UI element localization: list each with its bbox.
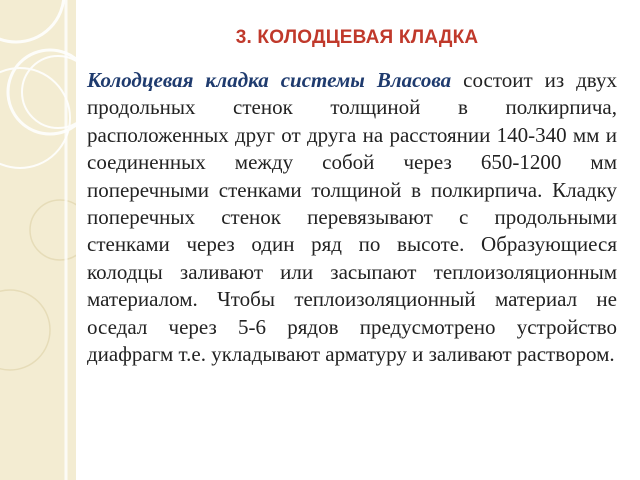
highlighted-term: Колодцевая кладка системы Власова — [87, 68, 452, 92]
decorative-rings — [0, 0, 76, 480]
body-text: состоит из двух продольных стенок толщиной в полкирпича, расположенных друг от друга на расстоянии 140-340 мм и соединенных между собой через 650-1200 мм поперечными стенками толщиной в полкирпича. Кладку поперечных стенок перевязывают с продольными стенками через один ряд по высоте. Образующиеся колодцы заливают или засыпают теплоизоляционным материалом. Чтобы теплоизоляционный материал не оседал через 5-6 рядов предусмотрено устройство диафрагм т.е. укладывают арматуру и заливают раствором. — [87, 68, 617, 367]
slide-body-paragraph — [87, 67, 617, 368]
decorative-side-band — [0, 0, 76, 480]
slide-title: 3. КОЛОДЦЕВАЯ КЛАДКА — [235, 27, 479, 48]
